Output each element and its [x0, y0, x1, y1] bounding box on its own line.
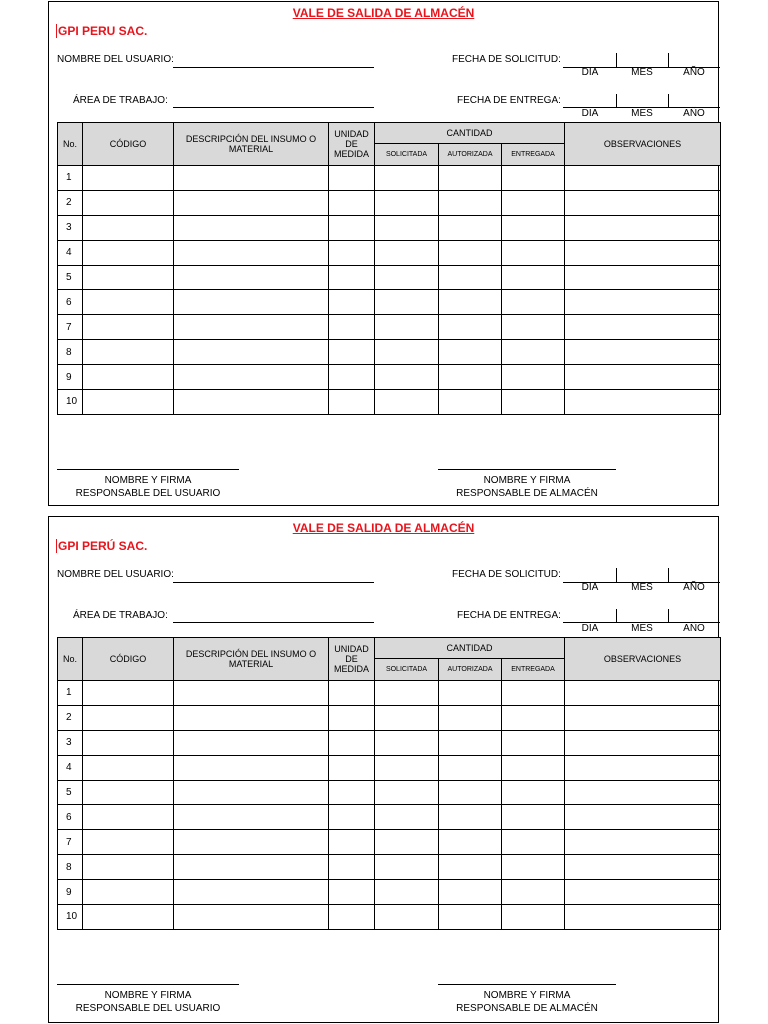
month-label: MES — [631, 623, 653, 634]
observations-cell[interactable] — [565, 705, 721, 730]
observations-cell[interactable] — [565, 830, 721, 855]
table-row — [58, 681, 721, 706]
requested-cell[interactable] — [375, 166, 439, 191]
observations-cell[interactable] — [565, 190, 721, 215]
signature-title: NOMBRE Y FIRMA — [483, 475, 571, 486]
delivered-cell[interactable] — [502, 166, 565, 191]
code-cell[interactable] — [83, 215, 174, 240]
authorized-cell[interactable] — [439, 190, 502, 215]
authorized-cell[interactable] — [439, 315, 502, 340]
signature-title: NOMBRE Y FIRMA — [104, 990, 192, 1001]
day-label: DIA — [581, 623, 599, 634]
delivered-cell[interactable] — [502, 340, 565, 365]
observations-cell[interactable] — [565, 215, 721, 240]
row-number: 4 — [58, 755, 83, 780]
observations-cell[interactable] — [565, 390, 721, 415]
row-number: 10 — [58, 905, 83, 930]
col-header-number: No. — [58, 638, 83, 681]
user-name-field[interactable] — [173, 67, 374, 68]
row-number: 1 — [58, 681, 83, 706]
table-row — [58, 905, 721, 930]
items-table — [57, 637, 721, 930]
description-cell[interactable] — [174, 290, 329, 315]
description-cell[interactable] — [174, 240, 329, 265]
unit-cell[interactable] — [329, 905, 375, 930]
code-cell[interactable] — [83, 780, 174, 805]
description-cell[interactable] — [174, 681, 329, 706]
day-label: DIA — [581, 108, 599, 119]
year-label: AÑO — [683, 67, 705, 78]
warehouse-signature-caption — [438, 989, 616, 1015]
signature-role: RESPONSABLE DEL USUARIO — [75, 1003, 221, 1014]
table-row — [58, 805, 721, 830]
description-cell[interactable] — [174, 340, 329, 365]
col-header-authorized: AUTORIZADA — [439, 144, 502, 166]
table-row — [58, 855, 721, 880]
delivered-cell[interactable] — [502, 880, 565, 905]
observations-cell[interactable] — [565, 265, 721, 290]
year-label: AÑO — [683, 108, 705, 119]
description-cell[interactable] — [174, 805, 329, 830]
unit-cell[interactable] — [329, 705, 375, 730]
row-number: 4 — [58, 240, 83, 265]
observations-cell[interactable] — [565, 681, 721, 706]
code-cell[interactable] — [83, 905, 174, 930]
col-header-requested: SOLICITADA — [375, 659, 439, 681]
unit-cell[interactable] — [329, 265, 375, 290]
delivered-cell[interactable] — [502, 215, 565, 240]
requested-cell[interactable] — [375, 905, 439, 930]
authorized-cell[interactable] — [439, 215, 502, 240]
table-row — [58, 780, 721, 805]
date-divider — [616, 568, 617, 582]
col-header-delivered: ENTREGADA — [502, 144, 565, 166]
code-cell[interactable] — [83, 755, 174, 780]
row-number: 7 — [58, 830, 83, 855]
code-cell[interactable] — [83, 730, 174, 755]
col-header-authorized: AUTORIZADA — [439, 659, 502, 681]
col-header-delivered: ENTREGADA — [502, 659, 565, 681]
requested-cell[interactable] — [375, 215, 439, 240]
requested-cell[interactable] — [375, 340, 439, 365]
requested-cell[interactable] — [375, 681, 439, 706]
table-row — [58, 390, 721, 415]
table-row — [58, 240, 721, 265]
code-cell[interactable] — [83, 880, 174, 905]
signature-role: RESPONSABLE DE ALMACÉN — [456, 1003, 598, 1014]
delivered-cell[interactable] — [502, 855, 565, 880]
code-cell[interactable] — [83, 805, 174, 830]
row-number: 5 — [58, 780, 83, 805]
observations-cell[interactable] — [565, 290, 721, 315]
description-cell[interactable] — [174, 730, 329, 755]
delivered-cell[interactable] — [502, 365, 565, 390]
authorized-cell[interactable] — [439, 705, 502, 730]
observations-cell[interactable] — [565, 166, 721, 191]
requested-cell[interactable] — [375, 365, 439, 390]
description-cell[interactable] — [174, 215, 329, 240]
requested-cell[interactable] — [375, 390, 439, 415]
observations-cell[interactable] — [565, 730, 721, 755]
request-date-label: FECHA DE SOLICITUD: — [452, 569, 561, 580]
delivered-cell[interactable] — [502, 290, 565, 315]
col-header-code: CÓDIGO — [83, 123, 174, 166]
month-label: MES — [631, 67, 653, 78]
work-area-label: ÁREA DE TRABAJO: — [73, 95, 168, 106]
user-signature-line[interactable] — [57, 469, 239, 470]
requested-cell[interactable] — [375, 855, 439, 880]
unit-cell[interactable] — [329, 880, 375, 905]
table-row — [58, 315, 721, 340]
user-name-field[interactable] — [173, 582, 374, 583]
delivered-cell[interactable] — [502, 315, 565, 340]
authorized-cell[interactable] — [439, 166, 502, 191]
table-body — [58, 166, 721, 415]
description-cell[interactable] — [174, 365, 329, 390]
form-title: VALE DE SALIDA DE ALMACÉN — [292, 521, 475, 535]
observations-cell[interactable] — [565, 315, 721, 340]
warehouse-signature-caption — [438, 474, 616, 500]
unit-cell[interactable] — [329, 340, 375, 365]
requested-cell[interactable] — [375, 780, 439, 805]
row-number: 9 — [58, 880, 83, 905]
row-number: 10 — [58, 390, 83, 415]
authorized-cell[interactable] — [439, 830, 502, 855]
observations-cell[interactable] — [565, 805, 721, 830]
authorized-cell[interactable] — [439, 905, 502, 930]
delivery-date-label: FECHA DE ENTREGA: — [457, 610, 561, 621]
company-name: GPI PERU SAC. — [58, 24, 148, 38]
date-divider — [668, 609, 669, 623]
unit-cell[interactable] — [329, 190, 375, 215]
user-name-label: NOMBRE DEL USUARIO: — [57, 569, 174, 580]
table-body — [58, 681, 721, 930]
requested-cell[interactable] — [375, 290, 439, 315]
work-area-field[interactable] — [173, 622, 374, 623]
date-divider — [668, 94, 669, 108]
year-label: AÑO — [683, 582, 705, 593]
description-cell[interactable] — [174, 315, 329, 340]
unit-cell[interactable] — [329, 215, 375, 240]
exit-voucher-form — [48, 516, 719, 1023]
row-number: 2 — [58, 705, 83, 730]
user-signature-caption — [57, 989, 239, 1015]
unit-cell[interactable] — [329, 290, 375, 315]
code-cell[interactable] — [83, 190, 174, 215]
row-number: 5 — [58, 265, 83, 290]
code-cell[interactable] — [83, 290, 174, 315]
company-name: GPI PERÚ SAC. — [58, 539, 148, 553]
unit-cell[interactable] — [329, 681, 375, 706]
requested-cell[interactable] — [375, 190, 439, 215]
row-number: 7 — [58, 315, 83, 340]
delivered-cell[interactable] — [502, 390, 565, 415]
signature-title: NOMBRE Y FIRMA — [483, 990, 571, 1001]
description-cell[interactable] — [174, 755, 329, 780]
unit-cell[interactable] — [329, 805, 375, 830]
requested-cell[interactable] — [375, 805, 439, 830]
delivered-cell[interactable] — [502, 190, 565, 215]
delivered-cell[interactable] — [502, 730, 565, 755]
requested-cell[interactable] — [375, 755, 439, 780]
code-cell[interactable] — [83, 166, 174, 191]
table-row — [58, 190, 721, 215]
description-cell[interactable] — [174, 830, 329, 855]
table-row — [58, 340, 721, 365]
observations-cell[interactable] — [565, 365, 721, 390]
col-header-requested: SOLICITADA — [375, 144, 439, 166]
warehouse-signature-line[interactable] — [438, 984, 616, 985]
authorized-cell[interactable] — [439, 365, 502, 390]
observations-cell[interactable] — [565, 905, 721, 930]
table-row — [58, 755, 721, 780]
row-number: 8 — [58, 340, 83, 365]
unit-cell[interactable] — [329, 755, 375, 780]
day-label: DIA — [581, 67, 599, 78]
delivered-cell[interactable] — [502, 830, 565, 855]
row-number: 8 — [58, 855, 83, 880]
description-cell[interactable] — [174, 166, 329, 191]
delivered-cell[interactable] — [502, 681, 565, 706]
table-row — [58, 365, 721, 390]
observations-cell[interactable] — [565, 240, 721, 265]
col-header-description: DESCRIPCIÓN DEL INSUMO O MATERIAL — [174, 638, 329, 681]
code-cell[interactable] — [83, 315, 174, 340]
code-cell[interactable] — [83, 340, 174, 365]
signature-title: NOMBRE Y FIRMA — [104, 475, 192, 486]
date-divider — [616, 94, 617, 108]
observations-cell[interactable] — [565, 780, 721, 805]
requested-cell[interactable] — [375, 705, 439, 730]
date-divider — [668, 53, 669, 67]
delivered-cell[interactable] — [502, 705, 565, 730]
authorized-cell[interactable] — [439, 755, 502, 780]
observations-cell[interactable] — [565, 880, 721, 905]
unit-cell[interactable] — [329, 855, 375, 880]
authorized-cell[interactable] — [439, 855, 502, 880]
observations-cell[interactable] — [565, 340, 721, 365]
row-number: 6 — [58, 805, 83, 830]
items-table — [57, 122, 721, 415]
requested-cell[interactable] — [375, 880, 439, 905]
date-divider — [616, 609, 617, 623]
row-number: 6 — [58, 290, 83, 315]
requested-cell[interactable] — [375, 315, 439, 340]
user-signature-line[interactable] — [57, 984, 239, 985]
authorized-cell[interactable] — [439, 290, 502, 315]
description-cell[interactable] — [174, 855, 329, 880]
authorized-cell[interactable] — [439, 780, 502, 805]
col-header-quantity: CANTIDAD — [375, 123, 565, 144]
request-date-label: FECHA DE SOLICITUD: — [452, 54, 561, 65]
delivery-date-label: FECHA DE ENTREGA: — [457, 95, 561, 106]
form-title: VALE DE SALIDA DE ALMACÉN — [292, 6, 475, 20]
table-row — [58, 265, 721, 290]
unit-cell[interactable] — [329, 390, 375, 415]
requested-cell[interactable] — [375, 265, 439, 290]
delivered-cell[interactable] — [502, 780, 565, 805]
code-cell[interactable] — [83, 240, 174, 265]
row-number: 9 — [58, 365, 83, 390]
authorized-cell[interactable] — [439, 240, 502, 265]
description-cell[interactable] — [174, 905, 329, 930]
code-cell[interactable] — [83, 365, 174, 390]
user-name-label: NOMBRE DEL USUARIO: — [57, 54, 174, 65]
user-signature-caption — [57, 474, 239, 500]
col-header-unit: UNIDAD DE MEDIDA — [329, 638, 375, 681]
delivered-cell[interactable] — [502, 905, 565, 930]
day-label: DIA — [581, 582, 599, 593]
code-cell[interactable] — [83, 855, 174, 880]
unit-cell[interactable] — [329, 830, 375, 855]
authorized-cell[interactable] — [439, 880, 502, 905]
table-row — [58, 290, 721, 315]
table-row — [58, 705, 721, 730]
unit-cell[interactable] — [329, 166, 375, 191]
table-row — [58, 215, 721, 240]
col-header-description: DESCRIPCIÓN DEL INSUMO O MATERIAL — [174, 123, 329, 166]
exit-voucher-form — [48, 1, 719, 506]
authorized-cell[interactable] — [439, 681, 502, 706]
delivered-cell[interactable] — [502, 265, 565, 290]
table-row — [58, 830, 721, 855]
delivered-cell[interactable] — [502, 755, 565, 780]
date-divider — [616, 53, 617, 67]
signature-role: RESPONSABLE DE ALMACÉN — [456, 488, 598, 499]
authorized-cell[interactable] — [439, 390, 502, 415]
date-divider — [668, 568, 669, 582]
col-header-number: No. — [58, 123, 83, 166]
unit-cell[interactable] — [329, 240, 375, 265]
authorized-cell[interactable] — [439, 340, 502, 365]
code-cell[interactable] — [83, 265, 174, 290]
requested-cell[interactable] — [375, 730, 439, 755]
code-cell[interactable] — [83, 390, 174, 415]
col-header-quantity: CANTIDAD — [375, 638, 565, 659]
col-header-unit: UNIDAD DE MEDIDA — [329, 123, 375, 166]
description-cell[interactable] — [174, 190, 329, 215]
col-header-observations: OBSERVACIONES — [565, 638, 721, 681]
description-cell[interactable] — [174, 880, 329, 905]
requested-cell[interactable] — [375, 830, 439, 855]
year-label: AÑO — [683, 623, 705, 634]
unit-cell[interactable] — [329, 780, 375, 805]
unit-cell[interactable] — [329, 365, 375, 390]
description-cell[interactable] — [174, 780, 329, 805]
authorized-cell[interactable] — [439, 730, 502, 755]
observations-cell[interactable] — [565, 855, 721, 880]
unit-cell[interactable] — [329, 730, 375, 755]
col-header-observations: OBSERVACIONES — [565, 123, 721, 166]
code-cell[interactable] — [83, 830, 174, 855]
row-number: 3 — [58, 215, 83, 240]
authorized-cell[interactable] — [439, 805, 502, 830]
code-cell[interactable] — [83, 705, 174, 730]
table-row — [58, 166, 721, 191]
warehouse-signature-line[interactable] — [438, 469, 616, 470]
description-cell[interactable] — [174, 265, 329, 290]
description-cell[interactable] — [174, 705, 329, 730]
work-area-field[interactable] — [173, 107, 374, 108]
table-row — [58, 730, 721, 755]
row-number: 2 — [58, 190, 83, 215]
description-cell[interactable] — [174, 390, 329, 415]
work-area-label: ÁREA DE TRABAJO: — [73, 610, 168, 621]
row-number: 1 — [58, 166, 83, 191]
row-number: 3 — [58, 730, 83, 755]
delivered-cell[interactable] — [502, 805, 565, 830]
code-cell[interactable] — [83, 681, 174, 706]
unit-cell[interactable] — [329, 315, 375, 340]
authorized-cell[interactable] — [439, 265, 502, 290]
observations-cell[interactable] — [565, 755, 721, 780]
signature-role: RESPONSABLE DEL USUARIO — [75, 488, 221, 499]
requested-cell[interactable] — [375, 240, 439, 265]
table-row — [58, 880, 721, 905]
delivered-cell[interactable] — [502, 240, 565, 265]
col-header-code: CÓDIGO — [83, 638, 174, 681]
month-label: MES — [631, 108, 653, 119]
month-label: MES — [631, 582, 653, 593]
